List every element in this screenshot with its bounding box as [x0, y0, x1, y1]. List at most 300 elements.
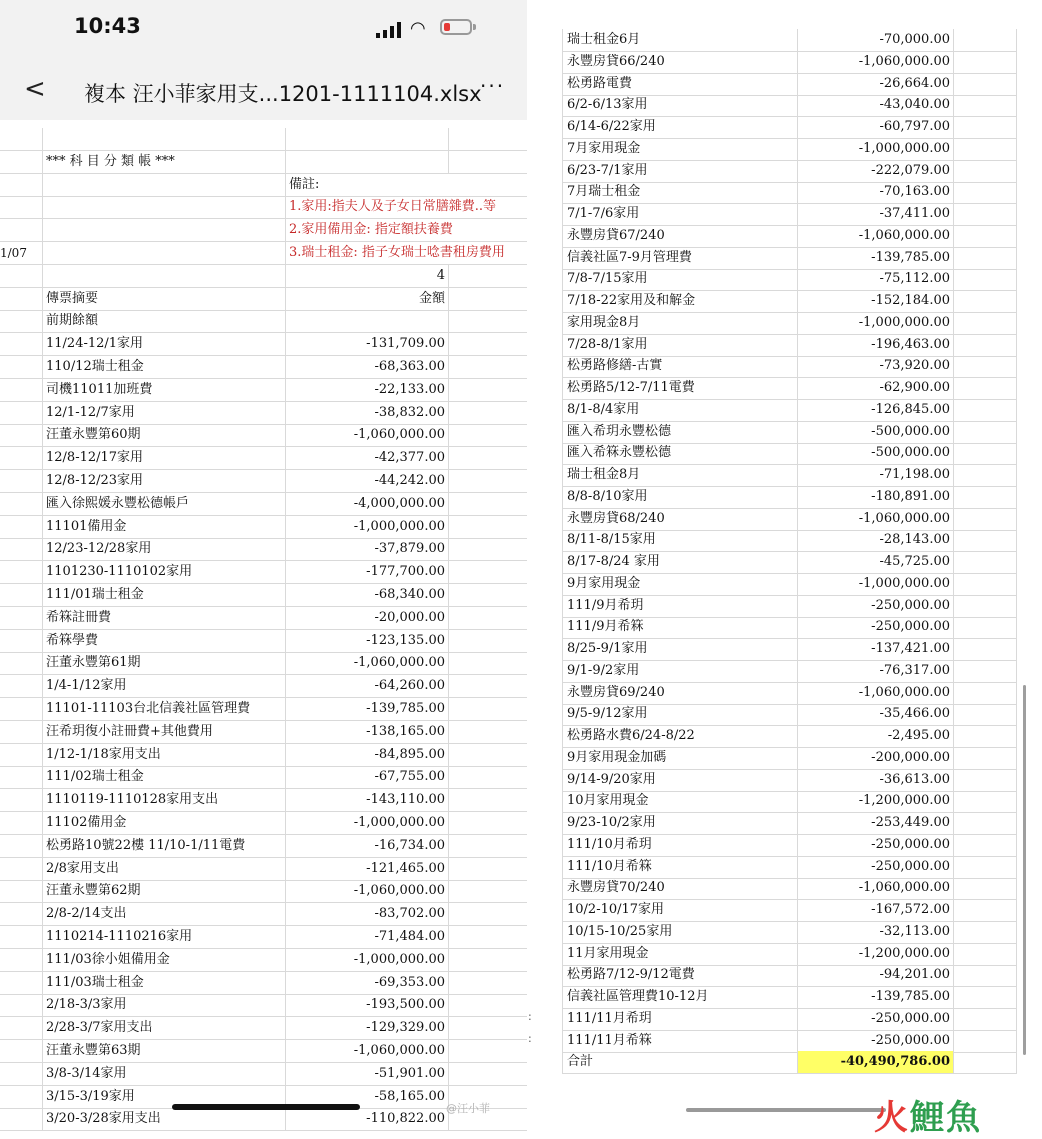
empty-cell[interactable] [954, 290, 1017, 312]
table-row[interactable] [562, 682, 1017, 705]
empty-cell[interactable] [450, 493, 527, 515]
empty-cell[interactable] [954, 51, 1017, 73]
table-row[interactable] [562, 203, 1017, 226]
summary-cell[interactable]: 3/20-3/28家用支出 [43, 1108, 286, 1130]
amount-cell[interactable]: -1,000,000.00 [287, 516, 449, 538]
row-label-cell[interactable] [0, 1108, 43, 1130]
table-row[interactable] [0, 356, 527, 379]
table-row[interactable] [562, 769, 1017, 792]
table-row[interactable] [562, 856, 1017, 879]
row-label-cell[interactable] [0, 516, 43, 538]
empty-cell[interactable] [954, 660, 1017, 682]
empty-cell[interactable] [450, 242, 527, 264]
amount-cell[interactable]: -222,079.00 [798, 160, 954, 182]
summary-cell[interactable]: 8/1-8/4家用 [562, 399, 798, 421]
note-cell[interactable]: 備註: [289, 176, 320, 192]
empty-cell[interactable] [450, 835, 527, 857]
summary-cell[interactable]: 111/11月希玥 [562, 1008, 798, 1030]
row-label-cell[interactable] [0, 903, 43, 925]
scrollbar[interactable] [1023, 685, 1026, 1055]
empty-cell[interactable] [450, 538, 527, 560]
amount-cell[interactable]: -1,060,000.00 [798, 877, 954, 899]
table-row[interactable] [562, 986, 1017, 1009]
summary-cell[interactable]: 11101備用金 [43, 516, 286, 538]
summary-cell[interactable]: 1110214-1110216家用 [43, 926, 286, 948]
summary-cell[interactable]: 9/14-9/20家用 [562, 769, 798, 791]
summary-cell[interactable]: 1/12-1/18家用支出 [43, 744, 286, 766]
summary-cell[interactable]: 9/5-9/12家用 [562, 703, 798, 725]
table-row[interactable] [0, 698, 527, 721]
amount-cell[interactable]: -68,340.00 [287, 584, 449, 606]
summary-cell[interactable]: 松勇路5/12-7/11電費 [562, 377, 798, 399]
summary-cell[interactable]: 11101-11103台北信義社區管理費 [43, 698, 286, 720]
amount-cell[interactable]: -121,465.00 [287, 858, 449, 880]
summary-cell[interactable]: 匯入希玥永豐松德 [562, 421, 798, 443]
summary-cell[interactable]: 匯入徐熙媛永豐松德帳戶 [43, 493, 286, 515]
summary-cell[interactable]: 永豐房貸66/240 [562, 51, 798, 73]
row-label-cell[interactable] [0, 470, 43, 492]
amount-cell[interactable]: -1,060,000.00 [287, 1040, 449, 1062]
empty-cell[interactable] [954, 116, 1017, 138]
amount-cell[interactable]: -4,000,000.00 [287, 493, 449, 515]
amount-cell[interactable]: -69,353.00 [287, 972, 449, 994]
empty-cell[interactable] [450, 265, 527, 287]
summary-cell[interactable]: 永豐房貸68/240 [562, 508, 798, 530]
empty-cell[interactable] [450, 994, 527, 1016]
table-row[interactable] [562, 573, 1017, 596]
amount-cell[interactable]: -1,000,000.00 [798, 138, 954, 160]
table-row[interactable] [0, 265, 527, 288]
amount-cell[interactable]: -2,495.00 [798, 725, 954, 747]
summary-cell[interactable]: 1/4-1/12家用 [43, 675, 286, 697]
amount-cell[interactable]: -62,900.00 [798, 377, 954, 399]
empty-cell[interactable] [450, 903, 527, 925]
summary-cell[interactable]: 合計 [562, 1051, 798, 1073]
row-label-cell[interactable] [0, 1063, 43, 1085]
row-label-cell[interactable]: 1/07 [0, 242, 43, 264]
table-row[interactable] [562, 73, 1017, 96]
amount-cell[interactable]: -250,000.00 [798, 1030, 954, 1052]
table-row[interactable] [0, 744, 527, 767]
table-row[interactable] [0, 333, 527, 356]
summary-cell[interactable] [43, 219, 286, 241]
empty-cell[interactable] [450, 812, 527, 834]
table-row[interactable] [562, 225, 1017, 248]
amount-cell[interactable]: 金額 [287, 288, 449, 310]
table-row[interactable] [0, 835, 527, 858]
summary-cell[interactable]: 10/15-10/25家用 [562, 921, 798, 943]
table-row[interactable] [562, 638, 1017, 661]
empty-cell[interactable] [450, 356, 527, 378]
summary-cell[interactable]: 111/10月希箖 [562, 856, 798, 878]
summary-cell[interactable] [43, 174, 286, 196]
table-row[interactable] [562, 94, 1017, 117]
amount-cell[interactable]: -139,785.00 [798, 247, 954, 269]
empty-cell[interactable] [450, 789, 527, 811]
summary-cell[interactable]: *** 科 目 分 類 帳 *** [43, 151, 286, 173]
empty-cell[interactable] [450, 652, 527, 674]
table-row[interactable] [562, 1030, 1017, 1053]
amount-cell[interactable]: -76,317.00 [798, 660, 954, 682]
summary-cell[interactable]: 希箖學費 [43, 630, 286, 652]
amount-cell[interactable]: -35,466.00 [798, 703, 954, 725]
amount-cell[interactable]: -138,165.00 [287, 721, 449, 743]
summary-cell[interactable]: 111/01瑞士租金 [43, 584, 286, 606]
amount-cell[interactable] [287, 310, 449, 332]
empty-cell[interactable] [954, 334, 1017, 356]
table-row[interactable] [0, 174, 527, 197]
summary-cell[interactable]: 汪董永豐第62期 [43, 880, 286, 902]
row-label-cell[interactable] [0, 949, 43, 971]
row-label-cell[interactable] [0, 584, 43, 606]
amount-cell[interactable]: -137,421.00 [798, 638, 954, 660]
empty-cell[interactable] [450, 447, 527, 469]
note-cell[interactable]: 1.家用:指夫人及子女日常膳雜費..等 [289, 199, 497, 215]
amount-cell[interactable]: -71,198.00 [798, 464, 954, 486]
summary-cell[interactable] [43, 265, 286, 287]
empty-cell[interactable] [954, 899, 1017, 921]
table-row[interactable] [0, 196, 527, 219]
empty-cell[interactable] [954, 312, 1017, 334]
amount-cell[interactable]: -67,755.00 [287, 766, 449, 788]
table-row[interactable] [562, 616, 1017, 639]
summary-cell[interactable]: 9月家用現金加碼 [562, 747, 798, 769]
amount-cell[interactable]: -123,135.00 [287, 630, 449, 652]
amount-cell[interactable] [287, 128, 449, 150]
amount-cell[interactable]: -1,000,000.00 [798, 312, 954, 334]
table-row[interactable] [562, 290, 1017, 313]
empty-cell[interactable] [954, 421, 1017, 443]
amount-cell[interactable]: -94,201.00 [798, 964, 954, 986]
empty-cell[interactable] [954, 573, 1017, 595]
amount-cell[interactable]: -68,363.00 [287, 356, 449, 378]
table-row[interactable] [0, 402, 527, 425]
table-row[interactable] [562, 529, 1017, 552]
summary-cell[interactable]: 永豐房貸69/240 [562, 682, 798, 704]
amount-cell[interactable]: -1,060,000.00 [798, 682, 954, 704]
empty-cell[interactable] [954, 834, 1017, 856]
table-row[interactable] [0, 288, 527, 311]
amount-cell[interactable]: -1,060,000.00 [798, 508, 954, 530]
empty-cell[interactable] [450, 607, 527, 629]
amount-cell[interactable]: -32,113.00 [798, 921, 954, 943]
summary-cell[interactable]: 傳票摘要 [43, 288, 286, 310]
table-row[interactable] [0, 447, 527, 470]
amount-cell[interactable]: -143,110.00 [287, 789, 449, 811]
empty-cell[interactable] [954, 964, 1017, 986]
amount-cell[interactable]: -250,000.00 [798, 834, 954, 856]
table-row[interactable] [0, 721, 527, 744]
empty-cell[interactable] [450, 698, 527, 720]
summary-cell[interactable]: 111/9月希玥 [562, 595, 798, 617]
amount-cell[interactable]: -37,411.00 [798, 203, 954, 225]
row-label-cell[interactable] [0, 174, 43, 196]
summary-cell[interactable]: 8/11-8/15家用 [562, 529, 798, 551]
empty-cell[interactable] [954, 247, 1017, 269]
table-row[interactable] [0, 926, 527, 949]
table-row[interactable] [562, 29, 1017, 52]
right-spreadsheet[interactable] [562, 32, 1017, 1080]
table-row[interactable] [562, 377, 1017, 400]
summary-cell[interactable]: 6/23-7/1家用 [562, 160, 798, 182]
empty-cell[interactable] [450, 584, 527, 606]
table-row[interactable] [562, 834, 1017, 857]
summary-cell[interactable]: 12/1-12/7家用 [43, 402, 286, 424]
empty-cell[interactable] [450, 174, 527, 196]
row-label-cell[interactable] [0, 128, 43, 150]
summary-cell[interactable]: 永豐房貸70/240 [562, 877, 798, 899]
table-row[interactable] [562, 747, 1017, 770]
table-row[interactable] [562, 725, 1017, 748]
row-label-cell[interactable] [0, 698, 43, 720]
table-row[interactable] [562, 312, 1017, 335]
amount-cell[interactable]: -1,200,000.00 [798, 943, 954, 965]
empty-cell[interactable] [954, 377, 1017, 399]
empty-cell[interactable] [450, 310, 527, 332]
summary-cell[interactable]: 6/14-6/22家用 [562, 116, 798, 138]
empty-cell[interactable] [954, 1030, 1017, 1052]
summary-cell[interactable]: 9/23-10/2家用 [562, 812, 798, 834]
table-row[interactable] [562, 486, 1017, 509]
amount-cell[interactable]: -250,000.00 [798, 616, 954, 638]
empty-cell[interactable] [954, 529, 1017, 551]
amount-cell[interactable]: -44,242.00 [287, 470, 449, 492]
summary-cell[interactable]: 司機11011加班費 [43, 379, 286, 401]
empty-cell[interactable] [954, 94, 1017, 116]
table-row[interactable] [562, 812, 1017, 835]
amount-cell[interactable]: -250,000.00 [798, 856, 954, 878]
row-label-cell[interactable] [0, 333, 43, 355]
summary-cell[interactable]: 111/02瑞士租金 [43, 766, 286, 788]
summary-cell[interactable]: 111/11月希箖 [562, 1030, 798, 1052]
table-row[interactable] [562, 877, 1017, 900]
summary-cell[interactable]: 111/03徐小姐備用金 [43, 949, 286, 971]
table-row[interactable] [562, 595, 1017, 618]
table-row[interactable] [562, 442, 1017, 465]
row-label-cell[interactable] [0, 424, 43, 446]
more-options-button[interactable]: ··· [480, 74, 506, 98]
empty-cell[interactable] [450, 949, 527, 971]
amount-cell[interactable]: -1,060,000.00 [287, 880, 449, 902]
summary-cell[interactable]: 7/8-7/15家用 [562, 268, 798, 290]
summary-cell[interactable]: 3/15-3/19家用 [43, 1086, 286, 1108]
table-row[interactable] [562, 116, 1017, 139]
amount-cell[interactable]: -1,200,000.00 [798, 790, 954, 812]
summary-cell[interactable]: 11102備用金 [43, 812, 286, 834]
row-label-cell[interactable] [0, 721, 43, 743]
empty-cell[interactable] [450, 219, 527, 241]
back-button[interactable]: < [24, 74, 46, 104]
amount-cell[interactable]: -51,901.00 [287, 1063, 449, 1085]
empty-cell[interactable] [954, 399, 1017, 421]
row-label-cell[interactable] [0, 310, 43, 332]
table-row[interactable] [0, 493, 527, 516]
summary-cell[interactable]: 9/1-9/2家用 [562, 660, 798, 682]
empty-cell[interactable] [954, 877, 1017, 899]
amount-cell[interactable]: -250,000.00 [798, 1008, 954, 1030]
table-row[interactable] [562, 921, 1017, 944]
summary-cell[interactable] [43, 196, 286, 218]
table-row[interactable] [0, 424, 527, 447]
empty-cell[interactable] [954, 747, 1017, 769]
summary-cell[interactable]: 7/18-22家用及和解金 [562, 290, 798, 312]
amount-cell[interactable]: -71,484.00 [287, 926, 449, 948]
amount-cell[interactable]: -70,163.00 [798, 181, 954, 203]
table-row[interactable] [0, 630, 527, 653]
summary-cell[interactable]: 111/03瑞士租金 [43, 972, 286, 994]
row-label-cell[interactable] [0, 379, 43, 401]
row-label-cell[interactable] [0, 789, 43, 811]
summary-cell[interactable]: 6/2-6/13家用 [562, 94, 798, 116]
empty-cell[interactable] [450, 379, 527, 401]
amount-cell[interactable]: -500,000.00 [798, 442, 954, 464]
row-label-cell[interactable] [0, 447, 43, 469]
table-row[interactable] [0, 972, 527, 995]
summary-cell[interactable]: 匯入希箖永豐松德 [562, 442, 798, 464]
summary-cell[interactable]: 7/1-7/6家用 [562, 203, 798, 225]
row-label-cell[interactable] [0, 607, 43, 629]
summary-cell[interactable]: 2/18-3/3家用 [43, 994, 286, 1016]
table-row[interactable] [0, 151, 527, 174]
amount-cell[interactable]: -83,702.00 [287, 903, 449, 925]
amount-cell[interactable]: -75,112.00 [798, 268, 954, 290]
summary-cell[interactable]: 前期餘額 [43, 310, 286, 332]
summary-cell[interactable]: 8/25-9/1家用 [562, 638, 798, 660]
table-row[interactable] [562, 790, 1017, 813]
summary-cell[interactable]: 永豐房貸67/240 [562, 225, 798, 247]
empty-cell[interactable] [450, 880, 527, 902]
amount-cell[interactable]: -167,572.00 [798, 899, 954, 921]
empty-cell[interactable] [954, 921, 1017, 943]
amount-cell[interactable]: -1,060,000.00 [798, 51, 954, 73]
summary-cell[interactable]: 8/17-8/24 家用 [562, 551, 798, 573]
row-label-cell[interactable] [0, 265, 43, 287]
amount-cell[interactable]: -126,845.00 [798, 399, 954, 421]
table-row[interactable] [0, 858, 527, 881]
table-row[interactable] [0, 789, 527, 812]
amount-cell[interactable]: -193,500.00 [287, 994, 449, 1016]
empty-cell[interactable] [450, 926, 527, 948]
empty-cell[interactable] [954, 203, 1017, 225]
summary-cell[interactable]: 瑞士租金8月 [562, 464, 798, 486]
amount-cell[interactable] [287, 151, 449, 173]
amount-cell[interactable]: -70,000.00 [798, 29, 954, 51]
empty-cell[interactable] [450, 196, 527, 218]
row-label-cell[interactable] [0, 880, 43, 902]
table-row[interactable] [0, 1063, 527, 1086]
empty-cell[interactable] [954, 790, 1017, 812]
empty-cell[interactable] [450, 470, 527, 492]
table-row[interactable] [562, 943, 1017, 966]
table-row[interactable] [0, 310, 527, 333]
row-label-cell[interactable] [0, 288, 43, 310]
table-row[interactable] [562, 399, 1017, 422]
empty-cell[interactable] [954, 1008, 1017, 1030]
summary-cell[interactable]: 111/9月希箖 [562, 616, 798, 638]
note-cell[interactable]: 3.瑞士租金: 指子女瑞士唸書租房費用 [289, 245, 505, 260]
empty-cell[interactable] [954, 508, 1017, 530]
row-label-cell[interactable] [0, 858, 43, 880]
amount-cell[interactable]: -22,133.00 [287, 379, 449, 401]
row-label-cell[interactable] [0, 402, 43, 424]
amount-cell[interactable]: -36,613.00 [798, 769, 954, 791]
amount-cell[interactable]: -45,725.00 [798, 551, 954, 573]
summary-cell[interactable]: 8/8-8/10家用 [562, 486, 798, 508]
table-row[interactable] [0, 379, 527, 402]
amount-cell[interactable]: -500,000.00 [798, 421, 954, 443]
summary-cell[interactable]: 10月家用現金 [562, 790, 798, 812]
table-row[interactable] [562, 964, 1017, 987]
total-amount-cell[interactable]: -40,490,786.00 [798, 1051, 954, 1073]
summary-cell[interactable]: 2/8家用支出 [43, 858, 286, 880]
table-row[interactable] [0, 994, 527, 1017]
row-label-cell[interactable] [0, 538, 43, 560]
empty-cell[interactable] [954, 769, 1017, 791]
table-row[interactable] [562, 160, 1017, 183]
row-label-cell[interactable] [0, 1040, 43, 1062]
table-row[interactable] [0, 880, 527, 903]
amount-cell[interactable]: -43,040.00 [798, 94, 954, 116]
empty-cell[interactable] [954, 725, 1017, 747]
empty-cell[interactable] [450, 402, 527, 424]
empty-cell[interactable] [954, 225, 1017, 247]
row-label-cell[interactable] [0, 675, 43, 697]
table-row[interactable] [0, 949, 527, 972]
empty-cell[interactable] [450, 288, 527, 310]
table-row[interactable] [0, 903, 527, 926]
empty-cell[interactable] [954, 638, 1017, 660]
table-row[interactable] [0, 219, 527, 242]
amount-cell[interactable]: -38,832.00 [287, 402, 449, 424]
row-label-cell[interactable] [0, 835, 43, 857]
table-row[interactable] [0, 470, 527, 493]
table-row[interactable] [562, 1008, 1017, 1031]
empty-cell[interactable] [954, 442, 1017, 464]
amount-cell[interactable]: -64,260.00 [287, 675, 449, 697]
empty-cell[interactable] [954, 703, 1017, 725]
summary-cell[interactable]: 9月家用現金 [562, 573, 798, 595]
table-row[interactable] [562, 421, 1017, 444]
row-label-cell[interactable] [0, 561, 43, 583]
amount-cell[interactable]: -1,000,000.00 [287, 949, 449, 971]
amount-cell[interactable]: -250,000.00 [798, 595, 954, 617]
row-label-cell[interactable] [0, 994, 43, 1016]
empty-cell[interactable] [954, 160, 1017, 182]
summary-cell[interactable]: 11/24-12/1家用 [43, 333, 286, 355]
table-row[interactable] [0, 242, 527, 265]
amount-cell[interactable]: -1,000,000.00 [798, 573, 954, 595]
row-label-cell[interactable] [0, 630, 43, 652]
empty-cell[interactable] [954, 1051, 1017, 1073]
total-row[interactable] [562, 1051, 1017, 1074]
empty-cell[interactable] [954, 595, 1017, 617]
table-row[interactable] [562, 247, 1017, 270]
amount-cell[interactable]: -1,060,000.00 [798, 225, 954, 247]
summary-cell[interactable]: 松勇路電費 [562, 73, 798, 95]
amount-cell[interactable]: -28,143.00 [798, 529, 954, 551]
empty-cell[interactable] [450, 721, 527, 743]
table-row[interactable] [562, 51, 1017, 74]
table-row[interactable] [562, 508, 1017, 531]
empty-cell[interactable] [450, 630, 527, 652]
table-row[interactable] [0, 652, 527, 675]
table-row[interactable] [562, 181, 1017, 204]
amount-cell[interactable]: -200,000.00 [798, 747, 954, 769]
empty-cell[interactable] [954, 73, 1017, 95]
summary-cell[interactable]: 信義社區7-9月管理費 [562, 247, 798, 269]
empty-cell[interactable] [450, 128, 527, 150]
table-row[interactable] [0, 584, 527, 607]
